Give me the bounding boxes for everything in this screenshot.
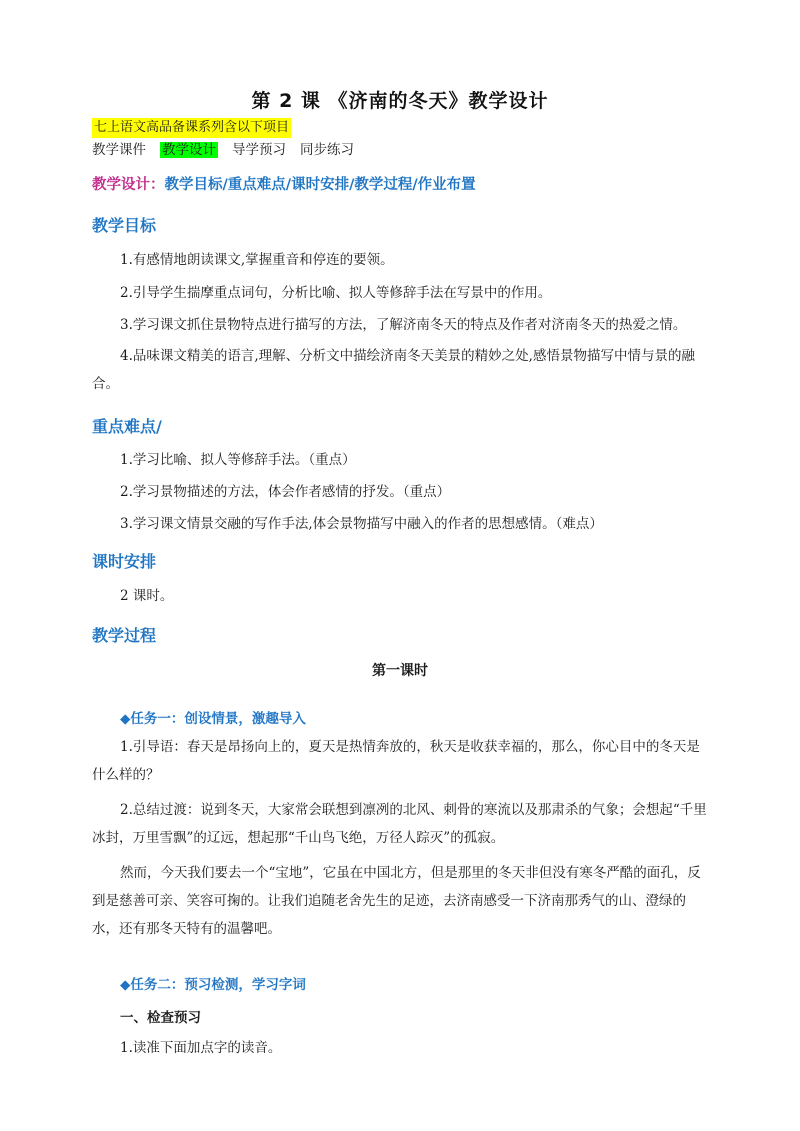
nav-item-courseware[interactable]: 教学课件	[92, 142, 146, 158]
design-sections: 教学目标/重点难点/课时安排/教学过程/作业布置	[164, 177, 476, 193]
task-one-paragraph: 1.引导语：春天是昂扬向上的，夏天是热情奔放的，秋天是收获幸福的，那么，你心目中的冬天是什么样的？	[92, 739, 700, 783]
task-two-heading: ◆任务二：预习检测，学习字词	[120, 977, 306, 993]
objective-item: 3.学习课文抓住景物特点进行描写的方法，了解济南冬天的特点及作者对济南冬天的热爱之情。	[120, 317, 687, 333]
lesson-title: 第一课时	[372, 663, 428, 679]
process-heading: 教学过程	[92, 626, 157, 645]
nav-item-design[interactable]: 教学设计	[162, 142, 216, 158]
page-title: 第 2 课 《济南的冬天》教学设计	[251, 90, 549, 112]
key-points-heading: 重点难点/	[92, 417, 162, 436]
schedule-heading: 课时安排	[92, 552, 157, 571]
task-one-paragraph: 然而，今天我们要去一个“宝地”，它虽在中国北方，但是那里的冬天非但没有寒冬严酷的面孔，反到是慈善可亲、笑容可掬的。让我们追随老舍先生的足迹，去济南感受一下济南那秀气的山、澄绿的水，还有那冬天特有的温馨吧。	[92, 865, 701, 937]
key-point-item: 3.学习课文情景交融的写作手法,体会景物描写中融入的作者的思想感情。（难点）	[120, 516, 603, 532]
key-point-item: 1.学习比喻、拟人等修辞手法。（重点）	[120, 452, 356, 468]
objective-item: 2.引导学生揣摩重点词句，分析比喻、拟人等修辞手法在写景中的作用。	[120, 285, 552, 301]
design-sections-line	[92, 173, 476, 194]
task-one-paragraph: 2.总结过渡：说到冬天，大家常会联想到凛冽的北风、刺骨的寒流以及那肃杀的气象；会想起“千里冰封，万里雪飘”的辽远，想起那“千山鸟飞绝，万径人踪灭”的孤寂。	[92, 802, 707, 846]
task-one-heading: ◆任务一：创设情景，激趣导入	[120, 711, 306, 727]
series-note: 七上语文高品备课系列含以下项目	[92, 118, 291, 138]
resource-nav	[92, 141, 368, 159]
objective-item: 4.品味课文精美的语言,理解、分析文中描绘济南冬天美景的精妙之处,感悟景物描写中情与景的融合。	[92, 348, 695, 392]
key-point-item: 2.学习景物描述的方法，体会作者感情的抒发。（重点）	[120, 484, 451, 500]
section-check-preview: 一、检查预习	[120, 1010, 201, 1026]
design-label: 教学设计：	[92, 177, 165, 193]
schedule-text: 2 课时。	[120, 588, 174, 604]
nav-item-practice[interactable]: 同步练习	[300, 142, 354, 158]
nav-item-preview[interactable]: 导学预习	[232, 142, 286, 158]
section-item: 1.读准下面加点字的读音。	[120, 1040, 282, 1056]
objectives-heading: 教学目标	[92, 216, 157, 235]
objective-item: 1.有感情地朗读课文,掌握重音和停连的要领。	[120, 252, 394, 268]
